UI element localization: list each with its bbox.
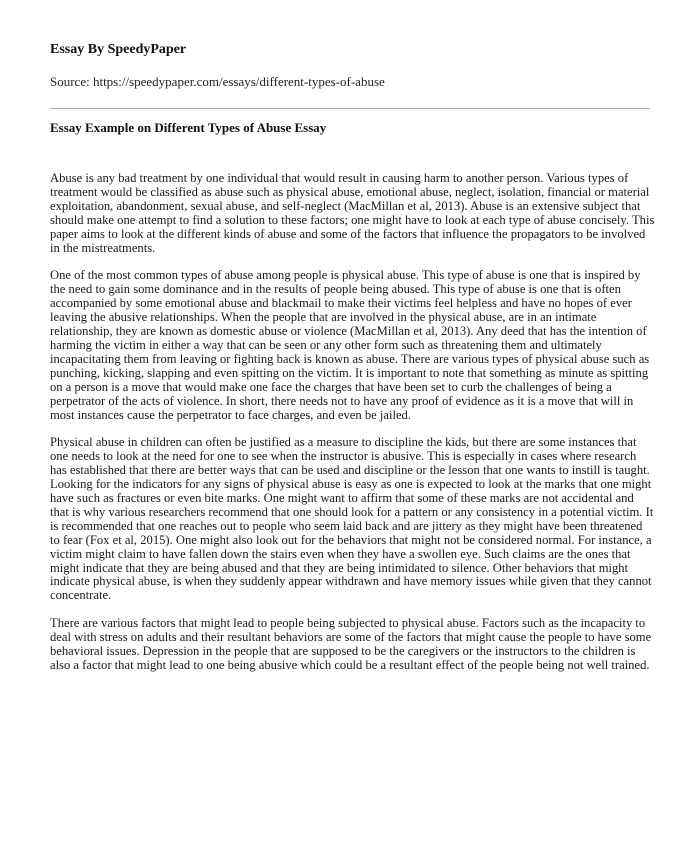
essay-body [50, 172, 655, 687]
brand-heading: Essay By SpeedyPaper [50, 42, 187, 57]
paragraph-1: Abuse is any bad treatment by one individual that would result in causing harm to another person. Various types of treatment would be classified as abuse such as physical abuse, emotional abuse, neglect, isolation, financial or material exploitation, abandonment, sexual abuse, and self-neglect (MacMillan et al, 2013). Abuse is an extensive subject that should make one attempt to find a solution to these factors; one might have to look at each type of abuse concisely. This paper aims to look at the different kinds of abuse and some of the factors that influence the propagators to be involved in the mistreatments. [50, 171, 655, 255]
paragraph-3: Physical abuse in children can often be justified as a measure to discipline the kids, but there are some instances that one needs to look at the need for one to see when the instructor is abusive. This is especially in cases where research has established that there are better ways that can be used and discipline or the lesson that one wants to instill is taught. Looking for the indicators for any signs of physical abuse is easy as one is expected to look at the marks that one might have such as fractures or even bite marks. One might want to affirm that some of these marks are not accidental and that is why various researchers recommend that one should look for a pattern or any consistency in a potential victim. It is recommended that one reaches out to people who seem laid back and are jittery as they might have been threatened to fear (Fox et al, 2015). One might also look out for the behaviors that might not be considered normal. For instance, a victim might claim to have fallen down the stairs even when they have a swollen eye. Such claims are the ones that might indicate that they are being abused and that they are being intimidated to silence. Other behaviors that might indicate physical abuse, is when they suddenly appear withdrawn and have memory issues while given that they cannot concentrate. [50, 435, 654, 603]
header-divider [50, 108, 650, 109]
paragraph-2: One of the most common types of abuse among people is physical abuse. This type of abuse is one that is inspired by the need to gain some dominance and in the results of people being abused. This type of abuse is one that is often accompanied by some emotional abuse and blackmail to make their victims feel helpless and have no hopes of ever leaving the abusive relationships. When the people that are involved in the physical abuse, are in an intimate relationship, they are known as domestic abuse or violence (MacMillan et al, 2013). Any deed that has the intention of harming the victim in either a way that can be seen or any other form such as threatening them and ultimately incapacitating them from leaving or fighting back is known as abuse. There are various types of physical abuse such as punching, kicking, slapping and even spitting on the victim. It is important to note that something as minute as spitting on a person is a move that would make one face the charges that have been set to curb the challenges of being a perpetrator of the acts of violence. In short, there needs not to have any proof of evidence as it is a move that will in most instances cause the perpetrator to face charges, and even be jailed. [50, 268, 650, 422]
essay-title: Essay Example on Different Types of Abuse Essay [50, 120, 327, 135]
source-line: Source: https://speedypaper.com/essays/different-types-of-abuse [50, 74, 385, 89]
paragraph-4: There are various factors that might lead to people being subjected to physical abuse. Factors such as the incapacity to deal with stress on adults and their resultant behaviors are some of the factors that might cause the people to have some behavioral issues. Depression in the people that are supposed to be the caregivers or the instructors to the children is also a factor that might lead to one being abusive which could be a resultant effect of the people being not well trained. [50, 616, 652, 672]
